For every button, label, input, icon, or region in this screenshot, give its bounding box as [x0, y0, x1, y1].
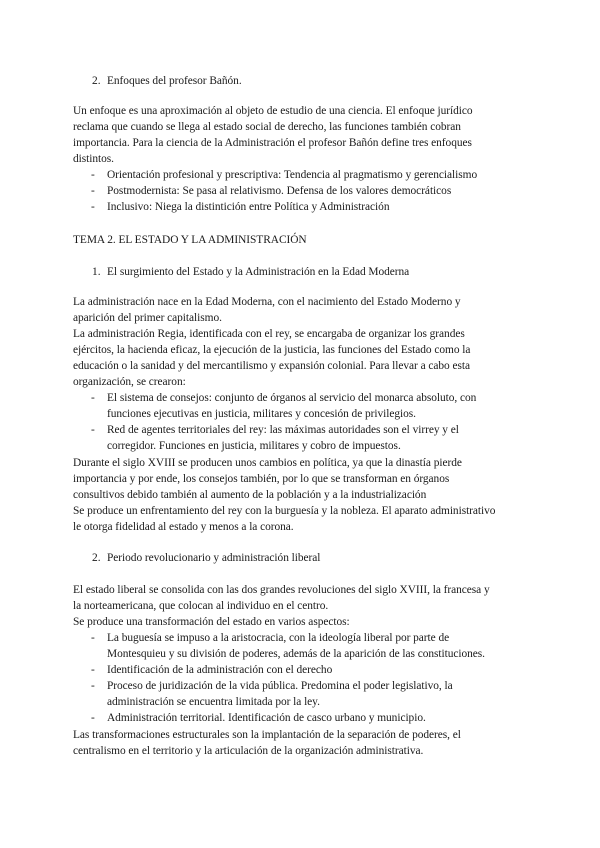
section-number: 2.: [92, 552, 101, 564]
paragraph-line: la norteamericana, que colocan al individuo en el centro.: [73, 600, 329, 612]
paragraph-line: distintos.: [73, 153, 114, 165]
paragraph-line: reclama que cuando se llega al estado social de derecho, las funciones también cobran: [73, 121, 461, 133]
paragraph-line: importancia y por ende, los consejos también, por lo que se transforman en órganos: [73, 473, 450, 485]
bullet-dash: -: [91, 632, 95, 644]
bullet-dash: -: [91, 185, 95, 197]
bullet-item: funciones ejecutivas en justicia, militares y concesión de privilegios.: [107, 408, 416, 420]
bullet-item: La buguesía se impuso a la aristocracia, con la ideología liberal por parte de: [107, 632, 450, 644]
bullet-dash: -: [91, 424, 95, 436]
section-heading: El surgimiento del Estado y la Administración en la Edad Moderna: [107, 266, 410, 278]
paragraph-line: le otorga fidelidad al estado y menos a la corona.: [73, 521, 294, 533]
paragraph-line: aparición del primer capitalismo.: [73, 312, 222, 324]
paragraph-line: Durante el siglo XVIII se producen unos cambios en política, ya que la dinastía pierde: [73, 457, 462, 469]
bullet-item: Administración territorial. Identificación de casco urbano y municipio.: [107, 712, 426, 724]
paragraph-line: ejércitos, la hacienda eficaz, la ejecución de la justicia, las funciones del Estado como la: [73, 344, 471, 356]
bullet-item: Montesquieu y su división de poderes, además de la aparición de las constituciones.: [107, 648, 485, 660]
paragraph-line: educación o la sanidad y del mercantilismo y expansión colonial. Para llevar a cabo esta: [73, 360, 470, 372]
section-number: 1.: [92, 266, 101, 278]
bullet-item: Postmodernista: Se pasa al relativismo. Defensa de los valores democráticos: [107, 185, 452, 197]
paragraph-line: organización, se crearon:: [73, 376, 186, 388]
bullet-item: corregidor. Funciones en justicia, militares y cobro de impuestos.: [107, 440, 401, 452]
bullet-item: Red de agentes territoriales del rey: las máximas autoridades son el virrey y el: [107, 424, 459, 436]
paragraph-line: La administración nace en la Edad Moderna, con el nacimiento del Estado Moderno y: [73, 296, 461, 308]
paragraph-line: Se produce un enfrentamiento del rey con la burguesía y la nobleza. El aparato administrativo: [73, 505, 496, 517]
paragraph-line: centralismo en el territorio y la articulación de la organización administrativa.: [73, 745, 424, 757]
section-heading: Enfoques del profesor Bañón.: [107, 75, 242, 87]
bullet-dash: -: [91, 169, 95, 181]
paragraph-line: Las transformaciones estructurales son la implantación de la separación de poderes, el: [73, 729, 461, 741]
bullet-item: Orientación profesional y prescriptiva: Tendencia al pragmatismo y gerencialismo: [107, 169, 478, 181]
section-heading: Periodo revolucionario y administración liberal: [107, 552, 321, 564]
chapter-title: TEMA 2. EL ESTADO Y LA ADMINISTRACIÓN: [73, 234, 307, 246]
paragraph-line: consultivos debido también al aumento de la población y a la industrialización: [73, 489, 427, 501]
bullet-item: Inclusivo: Niega la distintición entre Política y Administración: [107, 201, 390, 213]
paragraph-line: La administración Regia, identificada con el rey, se encargaba de organizar los grandes: [73, 328, 465, 340]
bullet-dash: -: [91, 664, 95, 676]
bullet-item: Proceso de juridización de la vida pública. Predomina el poder legislativo, la: [107, 680, 453, 692]
bullet-dash: -: [91, 680, 95, 692]
paragraph-line: Un enfoque es una aproximación al objeto de estudio de una ciencia. El enfoque jurídico: [73, 105, 473, 117]
bullet-dash: -: [91, 712, 95, 724]
paragraph-line: importancia. Para la ciencia de la Administración el profesor Bañón define tres enfoques: [73, 137, 472, 149]
bullet-item: administración se encuentra limitada por la ley.: [107, 696, 320, 708]
bullet-dash: -: [91, 392, 95, 404]
bullet-item: Identificación de la administración con el derecho: [107, 664, 333, 676]
bullet-dash: -: [91, 201, 95, 213]
paragraph-line: Se produce una transformación del estado en varios aspectos:: [73, 616, 350, 628]
paragraph-line: El estado liberal se consolida con las dos grandes revoluciones del siglo XVIII, la francesa y: [73, 584, 490, 596]
section-number: 2.: [92, 75, 101, 87]
bullet-item: El sistema de consejos: conjunto de órganos al servicio del monarca absoluto, con: [107, 392, 477, 404]
